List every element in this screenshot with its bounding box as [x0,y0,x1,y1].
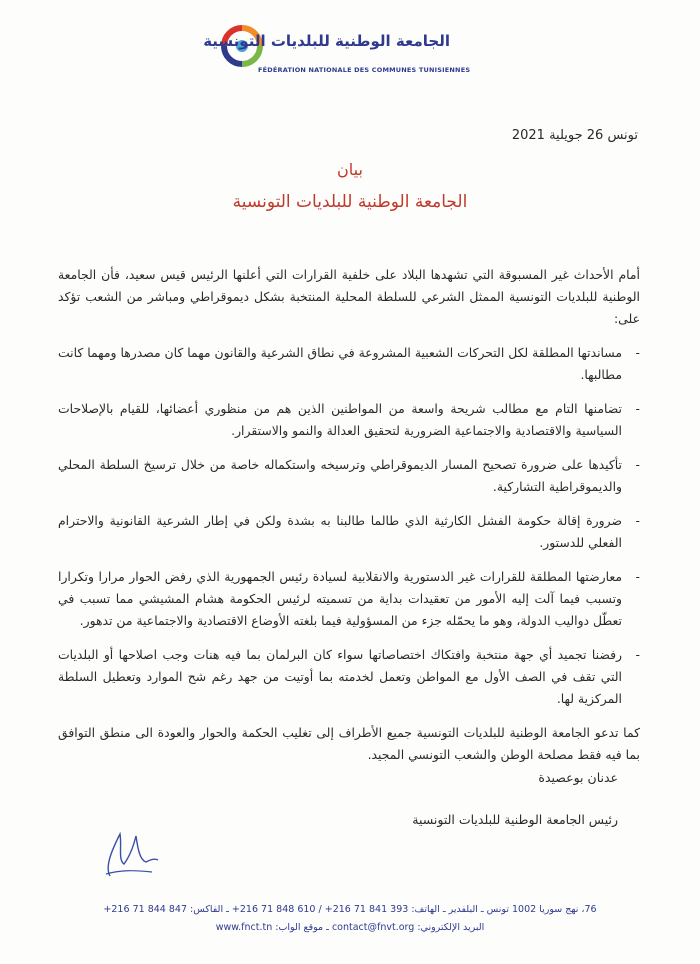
list-item [58,566,640,632]
list-item [58,342,640,386]
list-item-text: مساندتها المطلقة لكل التحركات الشعبية المشروعة في نطاق الشرعية والقانون مهما كان مصدرها ومهما كانت مطالبها. [58,345,622,382]
list-marker: - [635,401,640,416]
closing-paragraph: كما تدعو الجامعة الوطنية للبلديات التونسية جميع الأطراف إلى تغليب الحكمة والحوار والعودة الى منطق التوافق بما فيه فقط مصلحة الوطن والشعب التونسي المجيد. [58,725,640,762]
list-item [58,644,640,710]
list-marker: - [635,457,640,472]
list-item-text: رفضنا تجميد أي جهة منتخبة وافتكاك اختصاصاتها سواء كان البرلمان بما فيه هنات وجب اصلاحها أو البلديات التي تقف في الصف الأول مع المواطن وتعمل لخدمته بما أوتيت من جهد رغم شح الموارد وتعطيل السلطة المركزية لها. [58,647,622,706]
list-item-text: تضامنها التام مع مطالب شريحة واسعة من المواطنين الذين هم من منظوري أعضائها، للقيام بالإصلاحات السياسية والاقتصادية والاجتماعية الضرورية لتحقيق العدالة والنمو والاستقرار. [58,401,622,438]
footer-address: 76، نهج سوريا 1002 تونس ـ البلفدير ـ الهاتف: 393 841 71 216+ / 610 848 71 216+ ـ الفاكس: 847 844 71 216+ [103,904,597,915]
list-marker: - [635,569,640,584]
list-item-text: تأكيدها على ضرورة تصحيح المسار الديموقراطي وترسيخه واستكماله خاصة من خلال ترسيخ السلطة المحلي والديموقراطية التشاركية. [58,457,622,494]
handwritten-signature [100,826,160,882]
list-item [58,398,640,442]
list-item [58,510,640,554]
logo-french-text: FÉDÉRATION NATIONALE DES COMMUNES TUNISIENNES [258,66,471,74]
logo-arabic-text: الجامعة الوطنية للبلديات التونسية [203,32,450,50]
signatory-name: عدنان بوعصيدة [538,770,618,785]
statement-body [58,264,640,778]
document-title: بيان [337,160,363,179]
list-marker: - [635,345,640,360]
list-item-text: معارضتها المطلقة للقرارات غير الدستورية والانقلابية لسيادة رئيس الجمهورية الذي رفض الحوار مرارا وتكرارا وتسبب فيما آلت إليه الأمور من تعقيدات بداية من تسميته لرئيس الحكومة هشام المشيشي مما تسبب في تعطّل دواليب الدولة، وهو ما يحمّله جزء من المسؤولية فيما بلغته الأوضاع الاقتصادية والاجتماعية من تدهور. [58,569,622,628]
intro-paragraph: أمام الأحداث غير المسبوقة التي تشهدها البلاد على خلفية القرارات التي أعلنها الرئيس قيس سعيد، فأن الجامعة الوطنية للبلديات التونسية الممثل الشرعي للسلطة المحلية المنتخبة بشكل ديموقراطي ومباشر من الشعب تؤكد على: [58,267,640,326]
signatory-role: رئيس الجامعة الوطنية للبلديات التونسية [412,812,618,827]
list-marker: - [635,647,640,662]
list-marker: - [635,513,640,528]
list-item-text: ضرورة إقالة حكومة الفشل الكارثية الذي طالما طالبنا به بشدة ولكن في إطار الشرعية القانونية والاحترام الفعلي للدستور. [58,513,622,550]
header-logo [203,22,471,86]
list-item [58,454,640,498]
organization-title: الجامعة الوطنية للبلديات التونسية [232,192,468,212]
footer-contact: البريد الإلكتروني: contact@fnvt.org ـ موقع الواب: www.fnct.tn [215,922,485,933]
document-date: تونس 26 جويلية 2021 [511,128,638,143]
